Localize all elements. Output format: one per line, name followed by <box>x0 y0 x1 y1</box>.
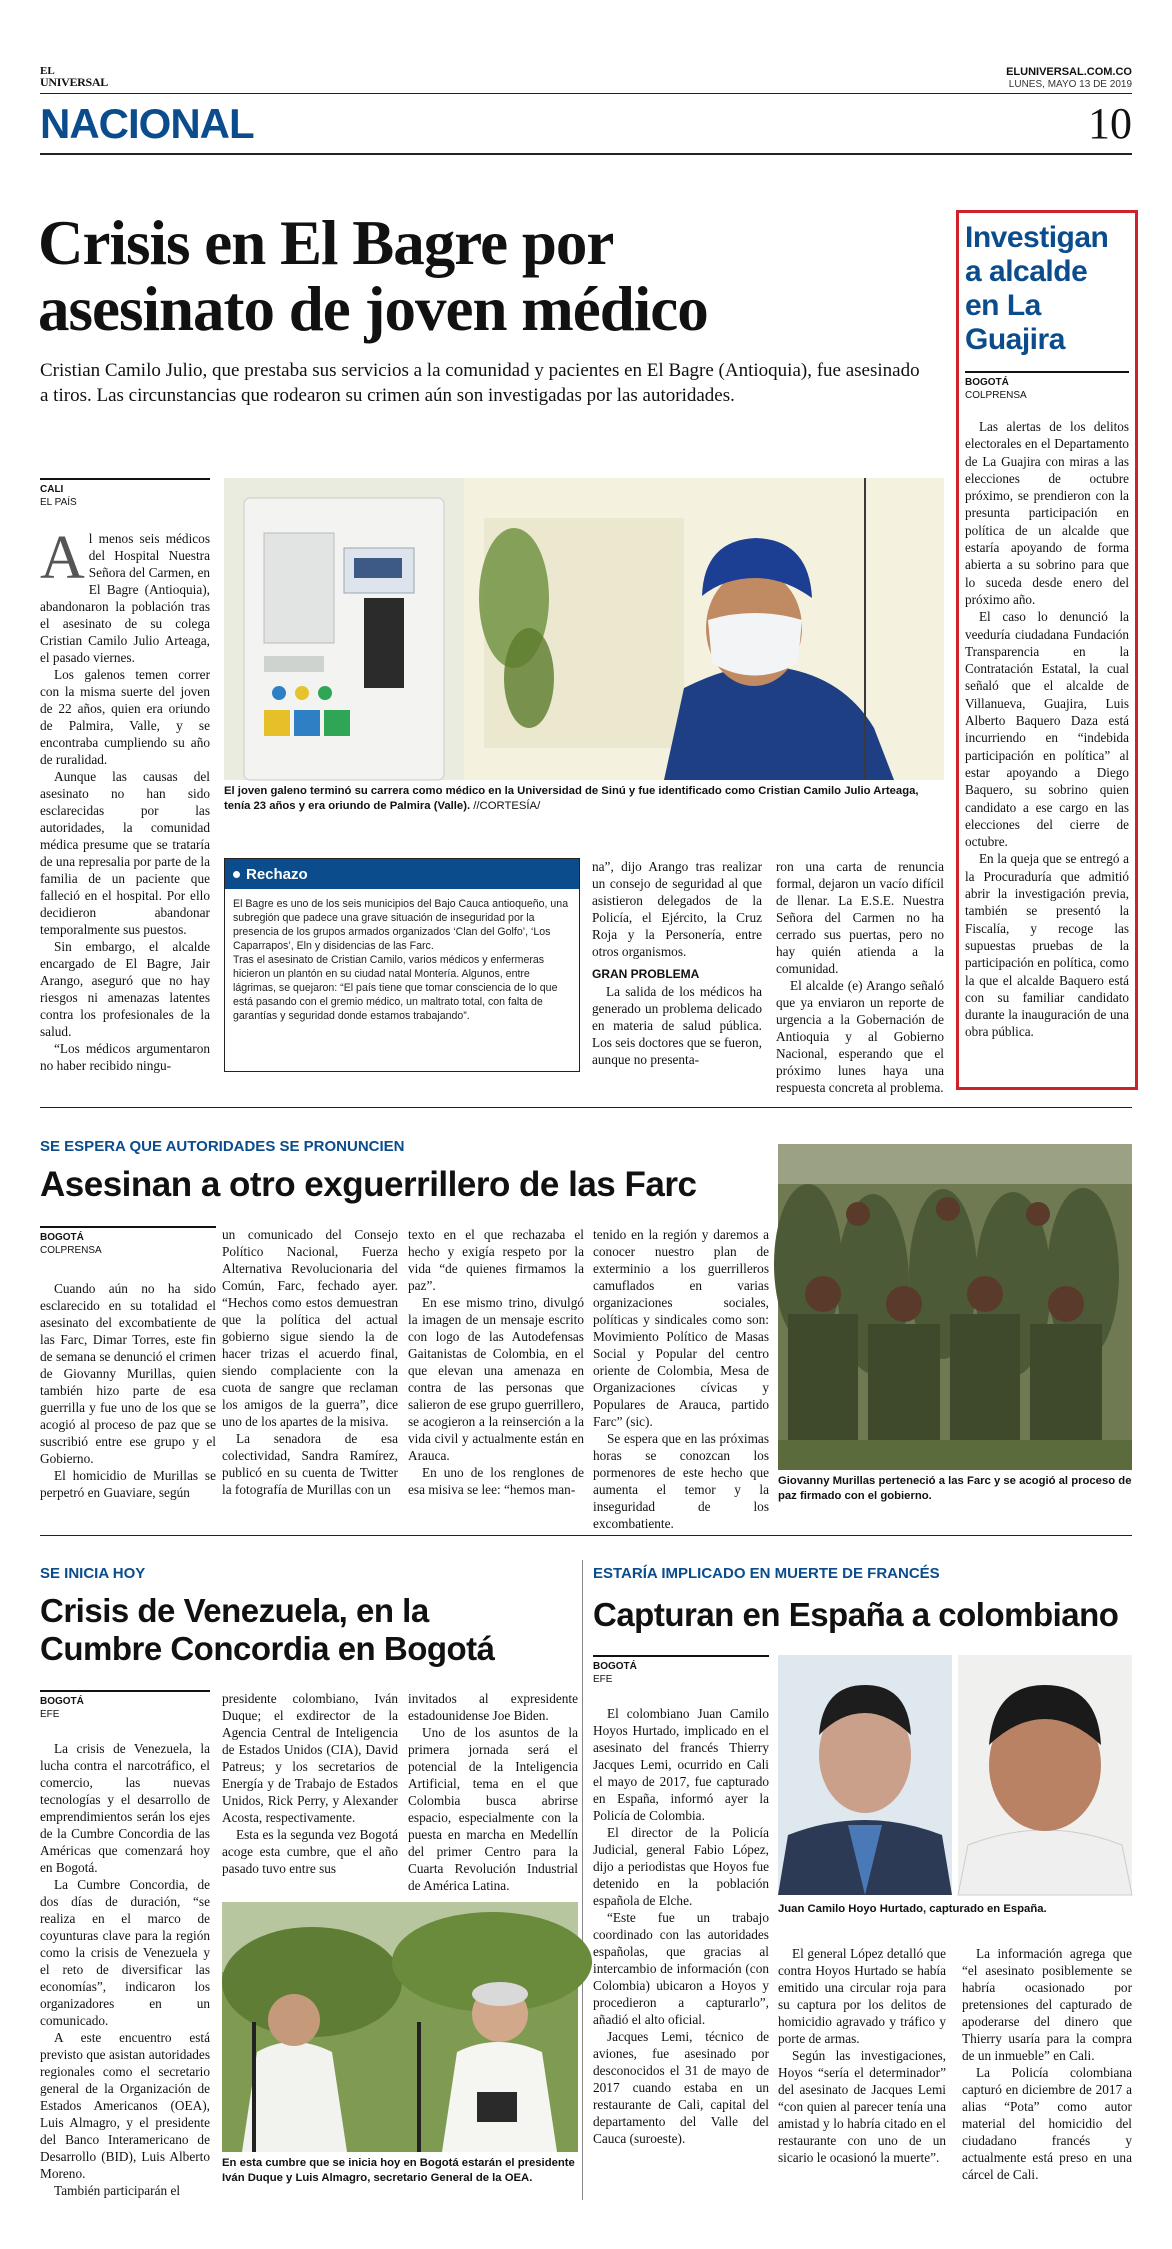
suspect-photo-left-illustration <box>778 1655 952 1895</box>
rechazo-p2: Tras el asesinato de Cristian Camilo, varios médicos y enfermeras hicieron un plantón en su ciudad natal Montería. Algunos, entre lágrimas, se quejaron: “El país tiene que tomar consciencia de lo que está pasando con el gremio médico, un maltrato total, con falta de garantías y seguridad donde estamos trabajando”. <box>233 954 558 1022</box>
rechazo-p1: El Bagre es uno de los seis municipios del Bajo Cauca antioqueño, una subregión que padece una grave situación de inseguridad por la presencia de los grupos armados organizados ‘Clan del Golfo’, ‘Los Caparrapos’, Eln y disidencias de las Farc. <box>233 898 569 952</box>
farc-byline: BOGOTÁ COLPRENSA <box>40 1226 216 1257</box>
suspect-photo-left <box>778 1655 952 1895</box>
divider-1 <box>40 1107 1132 1108</box>
lead-deck: Cristian Camilo Julio, que prestaba sus servicios a la comunidad y pacientes en El Bagre (Antioquia), fue asesinado a tiros. Las circunstancias que rodearon su crimen aún son investigadas por las autoridades. <box>40 360 920 406</box>
logo: EL UNIVERSAL <box>40 65 108 89</box>
summit-photo-illustration <box>222 1902 578 2152</box>
doctor-photo <box>224 478 944 780</box>
lead-headline: Crisis en El Bagre por asesinato de joven médico <box>38 208 708 344</box>
doctor-photo-caption: El joven galeno terminó su carrera como médico en la Universidad de Sinú y fue identificado como Cristian Camilo Julio Arteaga, tenía 23 años y era oriundo de Palmira (Valle). //CORTESÍA/ <box>224 785 919 812</box>
espana-col-1: El colombiano Juan Camilo Hoyos Hurtado, implicado en el asesinato del francés Thierry Jacques Lemi, ocurrido en Cali el mayo de 2017, fue capturado en España, informó ayer la Policía de Colombia. El director de la Policía Judicial, general Fabio López, dijo a periodistas que Hoyos fue detenido en la población española de Elche. “Este fue un trabajo coordinado con las autoridades españolas, que gracias al intercambio de información (con Colombia) ubicaron a Hoyos y procedieron a capturarlo”, añadió el alto oficial. Jacques Lemi, técnico de aviones, fue asesinado por desconocidos el 31 de mayo de 2017 cuando estaba en un restaurante de Cali, capital del departamento del Valle del Cauca (suroeste). <box>593 1706 769 2146</box>
issue-date: LUNES, MAYO 13 DE 2019 <box>1008 79 1132 90</box>
vertical-divider <box>582 1560 583 2200</box>
venezuela-col-1: La crisis de Venezuela, la lucha contra el narcotráfico, el comercio, las nuevas tecnologías y el desarrollo de emprendimientos serán los ejes de la Cumbre Concordia de las Américas que comenzará hoy en Bogotá. La Cumbre Concordia, de dos días de duración, “se realiza en el marco de coyunturas clave para la región como la crisis de Venezuela y el reto de diversificar las economías”, indicaron los organizadores en un comunicado. A este encuentro está previsto que asistan autoridades regionales como el secretario general de la Organización de Estados Americanos (OEA), Luis Almagro, y el presidente del Banco Interamericano de Desarrollo (BID), Luis Alberto Moreno. También participarán el <box>40 1741 210 2198</box>
farc-headline: Asesinan a otro exguerrillero de las Farc <box>40 1165 697 1204</box>
farc-soldiers-illustration <box>778 1144 1132 1470</box>
subhead-gran-problema: GRAN PROBLEMA <box>592 967 700 981</box>
venezuela-kicker: SE INICIA HOY <box>40 1565 146 1582</box>
farc-kicker: SE ESPERA QUE AUTORIDADES SE PRONUNCIEN <box>40 1138 405 1155</box>
farc-photo-caption: Giovanny Murillas perteneció a las Farc y se acogió al proceso de paz firmado con el gobierno. <box>778 1475 1132 1502</box>
summit-photo-caption: En esta cumbre que se inicia hoy en Bogotá estarán el presidente Iván Duque y Luis Almagro, secretario General de la OEA. <box>222 2157 575 2184</box>
venezuela-headline: Crisis de Venezuela, en la Cumbre Concordia en Bogotá <box>40 1592 495 1667</box>
farc-col-3: texto en el que rechazaba el hecho y exigía respeto por la vida “de quienes firmamos la paz”. En ese mismo trino, divulgó la imagen de un mensaje escrito con logo de las Autodefensas Gaitanistas de Colombia, en el que elevan una amenaza en contra de las personas que salieron de ese grupo guerrillero, se acogieron a la reinserción a la vida civil y actualmente están en Arauca. En uno de los renglones de esa misiva se lee: “hemos man- <box>408 1227 584 1497</box>
lead-col-4: ron una carta de renuncia formal, dejaron un vacío difícil de llenar. La E.S.E. Nuestra Señora del Carmen no ha cerrado sus puertas, pero no hay quién atienda a la comunidad. El alcalde (e) Arango señaló que ya enviaron un reporte de urgencia a la Gobernación de Antioquia y al Gobierno Nacional, esperando que el próximo lunes haya una respuesta concreta al problema. <box>776 859 944 1095</box>
venezuela-col-3: invitados al expresidente estadounidense Joe Biden. Uno de los asuntos de la primera jornada será el potencial de la Inteligencia Artificial, tema en el que Colombia busca abrirse espacio, especialmente con la puesta en marcha en Medellín del primer Centro para la Cuarta Revolución Industrial de América Latina. <box>408 1691 578 1893</box>
suspect-photo-right-illustration <box>958 1655 1132 1895</box>
lead-col-1: A l menos seis médicos del Hospital Nuestra Señora del Carmen, en El Bagre (Antioquia), abandonaron la población tras el asesinato de su colega Cristian Camilo Julio Arteaga, el pasado viernes. Los galenos temen correr con la misma suerte del joven de 22 años, quien era oriundo de Palmira, Valle, y se encontraba cumpliendo su año de ruralidad. Aunque las causas del asesinato no han sido esclarecidas por las autoridades, la comunidad médica presume que se trataría de una represalia por parte de la familia de un paciente que falleció en el hospital. Por ello decidieron abandonar temporalmente sus puestos. Sin embargo, el alcalde encargado de El Bagre, Jair Arango, aseguró que no hay riesgos ni amenazas latentes contra los profesionales de la salud. “Los médicos argumentaron no haber recibido ningu- <box>40 524 210 1073</box>
farc-col-1: Cuando aún no ha sido esclarecido en su totalidad el asesinato del excombatiente de las Farc, Dimar Torres, este fin de semana se denunció el crimen de Giovanny Murillas, quien también hizo parte de esa guerrilla y fue uno de los que se acogió al proceso de paz que se suscribió entre ese grupo y el Gobierno. El homicidio de Murillas se perpetró en Guaviare, según <box>40 1281 216 1500</box>
espana-headline: Capturan en España a colombiano <box>593 1596 1119 1633</box>
farc-col-2: un comunicado del Consejo Político Nacional, Fuerza Alternativa Revolucionaria del Común, Farc, fechado ayer. “Hechos como estos demuestran que la política del actual gobierno sigue siendo la de hacer trizas el acuerdo final, siendo complaciente con la cuota de sangre que reclaman los amigos de la guerra”, dice uno de los apartes de la misiva. La senadora de esa colectividad, Sandra Ramírez, publicó en su cuenta de Twitter la fotografía de Murillas con un <box>222 1227 398 1497</box>
sidebar-box: Investigan a alcalde en La Guajira BOGOTÁ COLPRENSA Las alertas de los delitos electorales en el Departamento de La Guajira con miras a las elecciones de octubre próximo, se prendieron con la presunta participación en política de un alcalde que estaría apoyando de forma abierta a su sobrino para que lo suceda desde enero del próximo año. El caso lo denunció la veeduría ciudadana Fundación Transparencia en la Contratación Estatal, la cual señaló que el alcalde de Villanueva, Guajira, Luis Alberto Baquero Daza está incurriendo en “indebida participación en política” al estar apoyando a Diego Baquero, su sobrino quien candidato a ese cargo en las elecciones del cierre de octubre. En la queja que se entregó a la Procuraduría que admitió abrir la investigación previa, también se presentó la Fiscalía, y recoge las supuestas pruebas de la participación en política, como la que el alcalde Baquero está con su familiar candidato durante la inauguración de una obra pública. <box>956 210 1138 1090</box>
section-title: NACIONAL <box>40 100 254 147</box>
farc-soldiers-photo <box>778 1144 1132 1470</box>
sidebar-byline: BOGOTÁ COLPRENSA <box>965 371 1129 402</box>
espana-col-2: El general López detalló que contra Hoyos Hurtado se había emitido una circular roja para su captura por los delitos de homicidio agravado y tráfico y porte de armas. Según las investigaciones, Hoyos “sería el determinador” del asesinato de Jacques Lemi “con quien al parecer tenía una amistad y lo habría citado en el restaurante con uno de un sicario le ocasionó la muerte”. <box>778 1946 946 2165</box>
summit-photo <box>222 1902 578 2152</box>
lead-byline: CALI EL PAÍS <box>40 478 210 509</box>
page-number: 10 <box>1088 99 1132 148</box>
rechazo-box <box>224 858 580 1072</box>
sidebar-headline: Investigan a alcalde en La Guajira <box>965 221 1109 356</box>
espana-col-3: La información agrega que “el asesinato posiblemente se habría ocasionado por pretensiones del capturado de apoderarse del dinero que Thierry usaría para la compra de un inmueble” en Cali. La Policía colombiana capturó en diciembre de 2017 a alias “Pota” como autor material del homicidio del ciudadano francés y actualmente está preso en una cárcel de Cali. <box>962 1946 1132 2182</box>
site-url: ELUNIVERSAL.COM.CO <box>1006 66 1132 78</box>
divider-2 <box>40 1535 1132 1536</box>
section-rule <box>40 153 1132 155</box>
venezuela-col-2: presidente colombiano, Iván Duque; el exdirector de la Agencia Central de Inteligencia de Estados Unidos (CIA), David Patreus; y los secretarios de Energía y de Trabajo de Estados Unidos, Rick Perry, y Alexander Acosta, respectivamente. Esta es la segunda vez Bogotá acoge esta cumbre, que el año pasado tuvo entre sus <box>222 1691 398 1876</box>
rechazo-box-header: Rechazo <box>225 859 579 889</box>
espana-kicker: ESTARÍA IMPLICADO EN MUERTE DE FRANCÉS <box>593 1565 940 1582</box>
suspect-photo-right <box>958 1655 1132 1895</box>
masthead-rule <box>40 93 1132 94</box>
doctor-photo-illustration <box>224 478 944 780</box>
venezuela-byline: BOGOTÁ EFE <box>40 1690 210 1721</box>
dropcap: A <box>40 524 85 592</box>
espana-byline: BOGOTÁ EFE <box>593 1655 769 1686</box>
bullet-dot-icon <box>233 871 240 878</box>
farc-col-4: tenido en la región y daremos a conocer nuestro plan de exterminio a los guerrilleros camuflados en varias organizaciones sociales, políticas y sindicales como son: Movimiento Político de Masas Social y Popular del centro oriente de Colombia, Mesa de Organizaciones cívicas y Populares de Arauca, partido Farc” (sic). Se espera que en las próximas horas se conozcan los pormenores de este hecho que aumenta el temor y la inseguridad de los excombatiente. <box>593 1227 769 1531</box>
lead-col-3: na”, dijo Arango tras realizar un consejo de seguridad al que asistieron delegados de la Policía, el Ejército, la Cruz Roja y la Personería, entre otros organismos. GRAN PROBLEMA La salida de los médicos ha generado un problema delicado en materia de salud pública. Los seis doctores que se fueron, aunque no presenta- <box>592 859 762 1067</box>
suspect-photo-caption: Juan Camilo Hoyo Hurtado, capturado en España. <box>778 1903 1047 1915</box>
